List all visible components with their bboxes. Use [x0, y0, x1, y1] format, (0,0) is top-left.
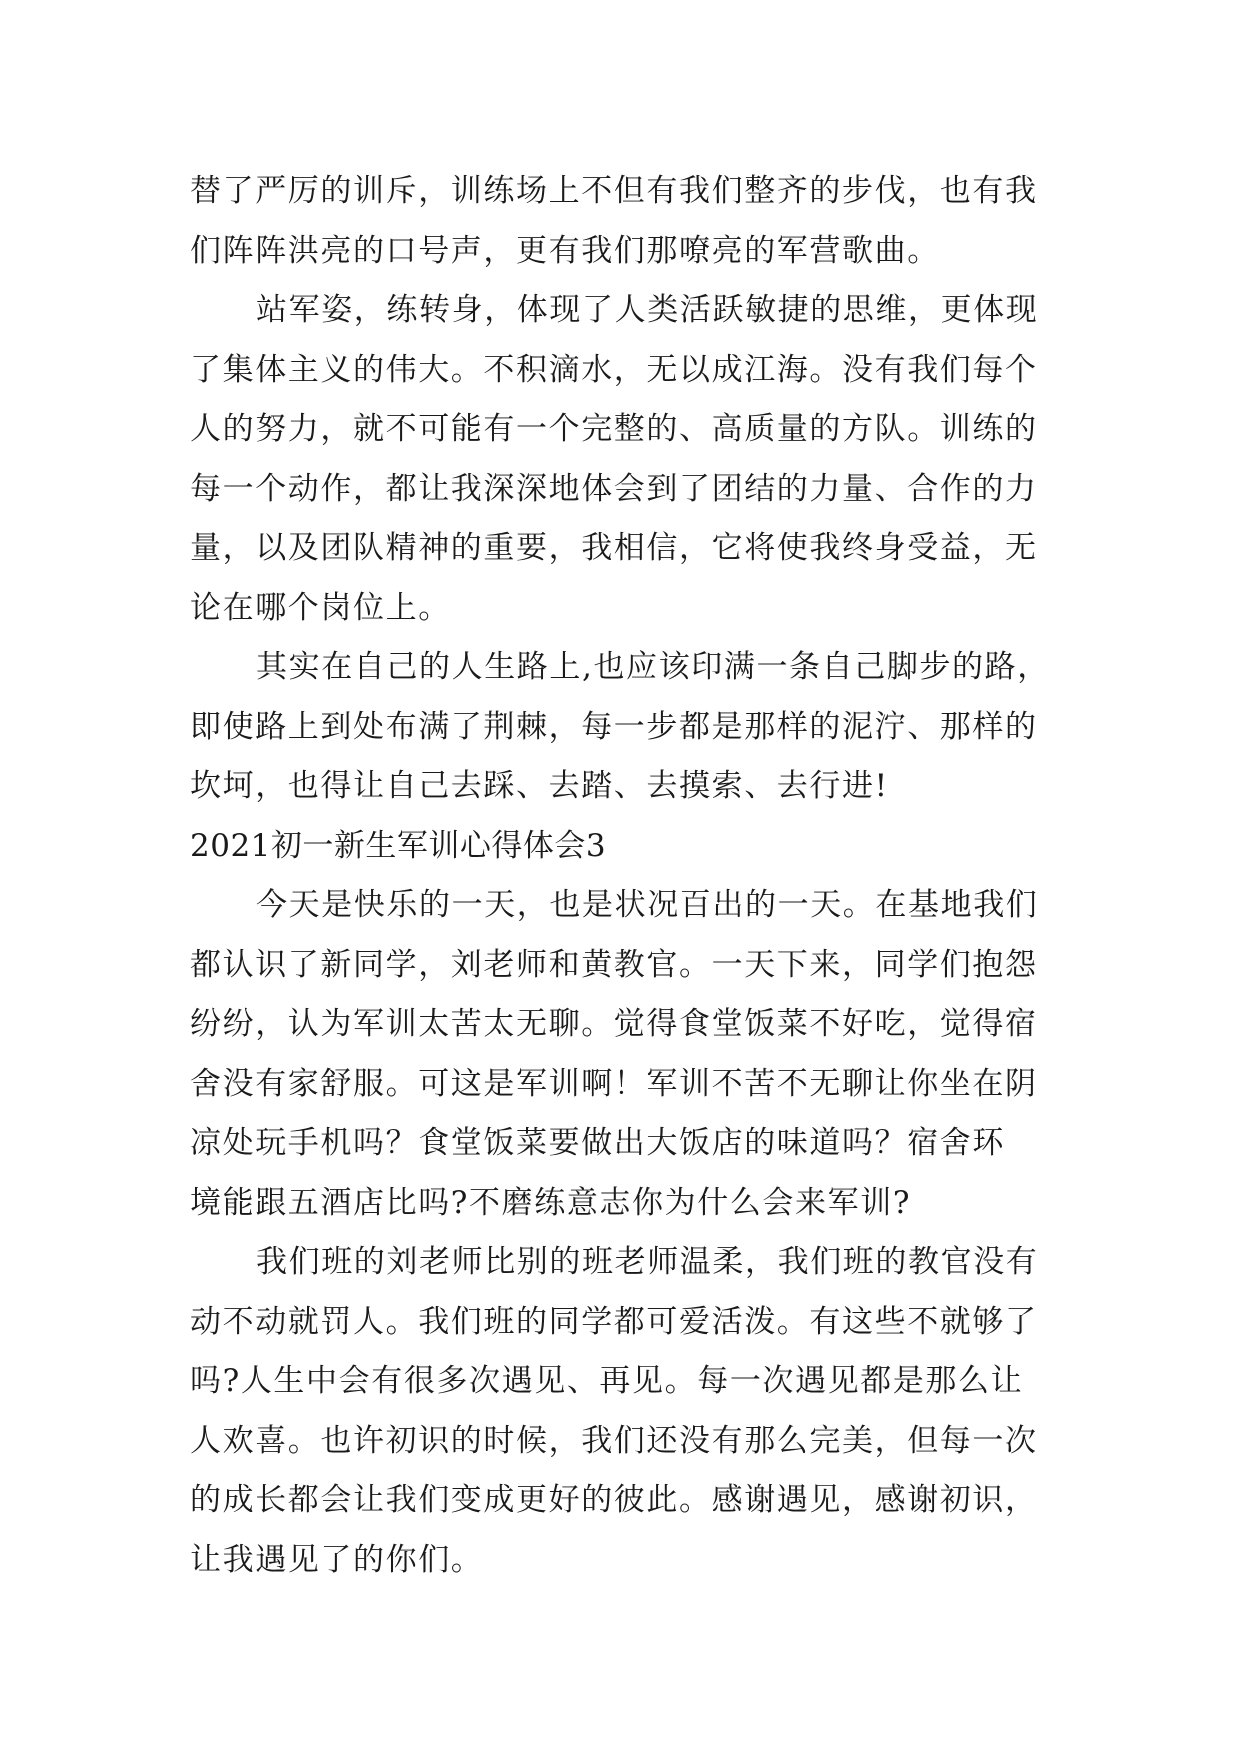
text-line: 人的努力，就不可能有一个完整的、高质量的方队。训练的	[190, 411, 1038, 447]
text-line: 让我遇见了的你们。	[190, 1541, 484, 1578]
text-line: 纷纷，认为军训太苦太无聊。觉得食堂饭菜不好吃，觉得宿	[190, 1006, 1038, 1042]
paragraph	[190, 638, 1070, 817]
text-line: 人欢喜。也许初识的时候，我们还没有那么完美，但每一次	[190, 1422, 1038, 1459]
text-line: 量，以及团队精神的重要，我相信，它将使我终身受益，无	[190, 530, 1038, 566]
document-body	[190, 162, 1070, 1590]
text-line: 了集体主义的伟大。不积滴水，无以成江海。没有我们每个	[190, 351, 1038, 388]
section-heading: 2021初一新生军训心得体会3	[190, 827, 607, 864]
text-line: 论在哪个岗位上。	[190, 589, 451, 626]
paragraph	[190, 281, 1070, 638]
text-line: 舍没有家舒服。可这是军训啊！军训不苦不无聊让你坐在阴	[190, 1065, 1038, 1102]
text-line: 其实在自己的人生路上,也应该印满一条自己脚步的路，	[256, 649, 1050, 685]
text-line: 坎坷，也得让自己去踩、去踏、去摸索、去行进!	[190, 768, 889, 804]
paragraph	[190, 1233, 1070, 1590]
text-line: 即使路上到处布满了荆棘，每一步都是那样的泥泞、那样的	[190, 708, 1038, 745]
text-line: 境能跟五酒店比吗?不磨练意志你为什么会来军训?	[190, 1184, 912, 1221]
text-line: 凉处玩手机吗？食堂饭菜要做出大饭店的味道吗？宿舍环	[190, 1125, 1005, 1161]
text-line: 我们班的刘老师比别的班老师温柔，我们班的教官没有	[256, 1244, 1039, 1280]
paragraph	[190, 876, 1070, 1233]
text-line: 替了严厉的训斥，训练场上不但有我们整齐的步伐，也有我	[190, 173, 1038, 209]
text-line: 每一个动作，都让我深深地体会到了团结的力量、合作的力	[190, 470, 1038, 507]
text-line: 们阵阵洪亮的口号声，更有我们那嘹亮的军营歌曲。	[190, 232, 940, 269]
text-line: 站军姿，练转身，体现了人类活跃敏捷的思维，更体现	[256, 292, 1039, 328]
text-line: 吗?人生中会有很多次遇见、再见。每一次遇见都是那么让	[190, 1363, 1024, 1399]
text-line: 的成长都会让我们变成更好的彼此。感谢遇见，感谢初识，	[190, 1482, 1038, 1518]
text-line: 都认识了新同学，刘老师和黄教官。一天下来，同学们抱怨	[190, 946, 1038, 983]
text-line: 今天是快乐的一天，也是状况百出的一天。在基地我们	[256, 887, 1039, 923]
text-line: 动不动就罚人。我们班的同学都可爱活泼。有这些不就够了	[190, 1303, 1038, 1340]
paragraph	[190, 162, 1070, 281]
